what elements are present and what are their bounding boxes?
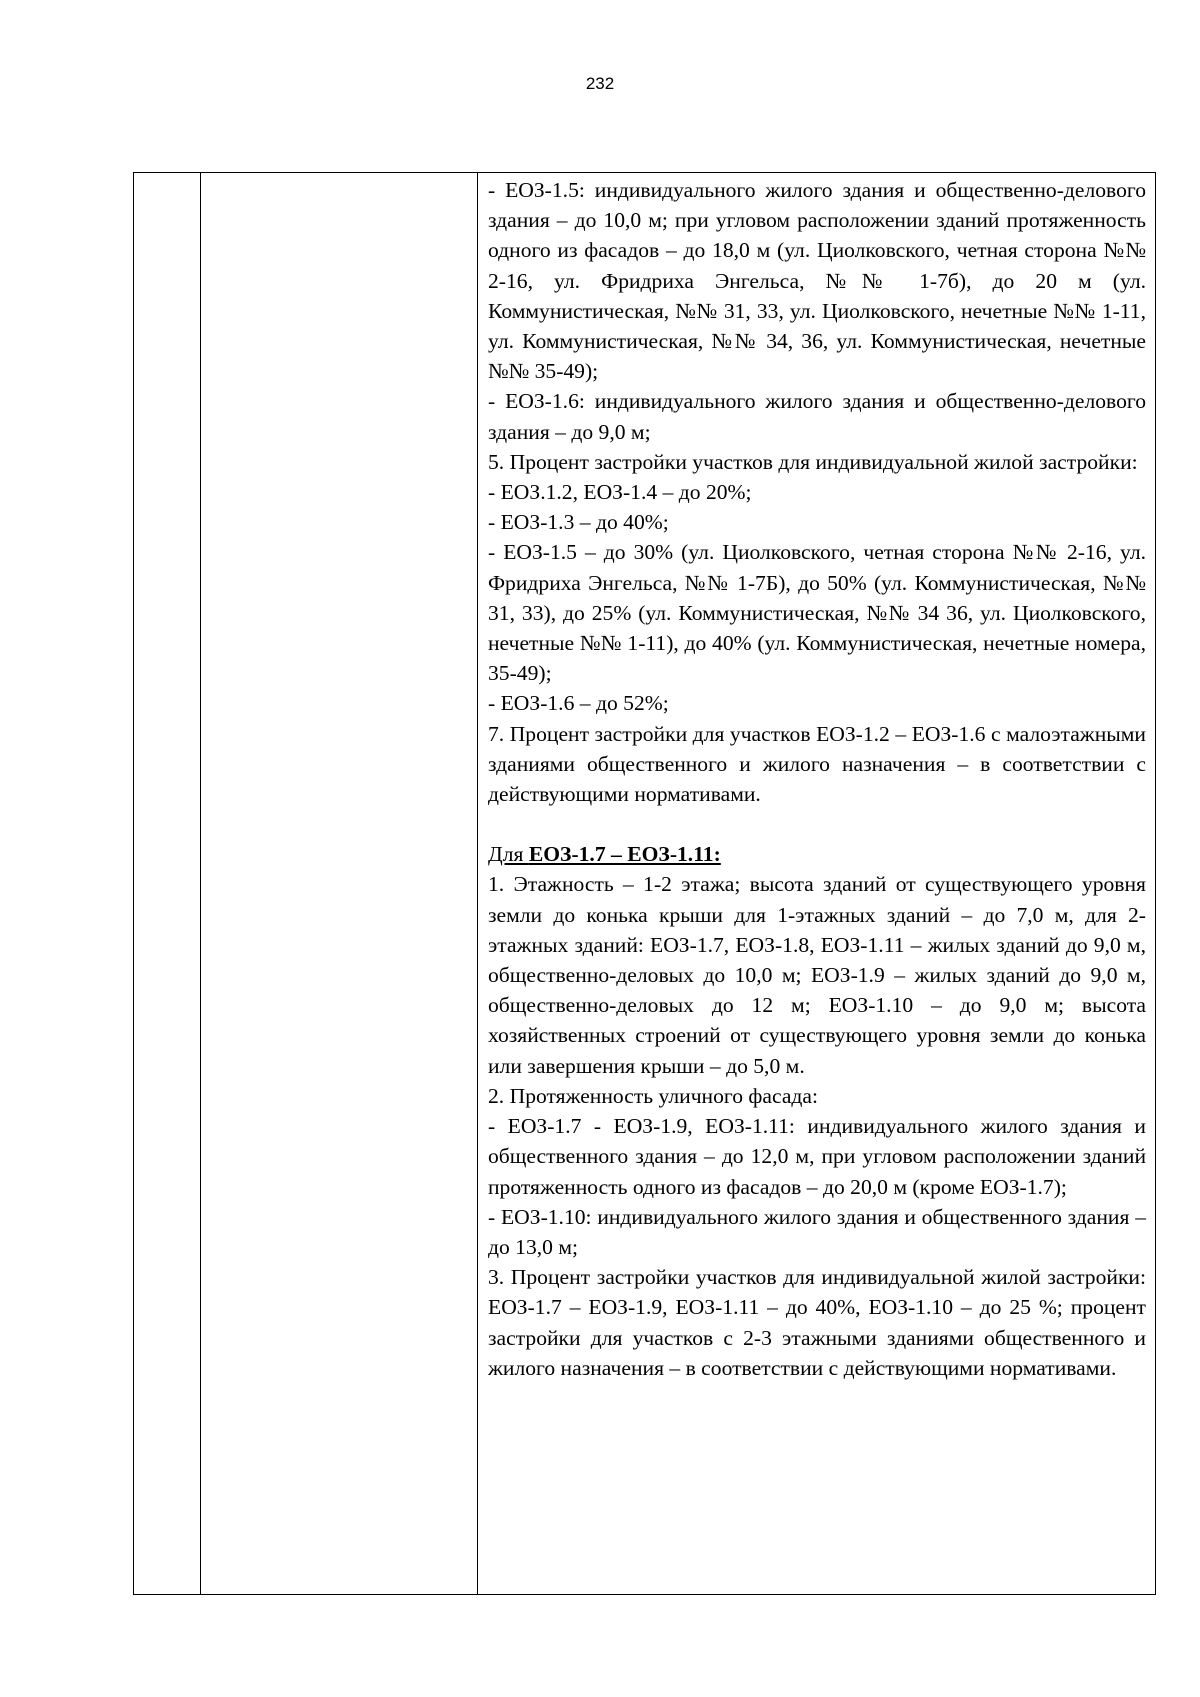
paragraph: - ЕОЗ-1.6 – до 52%; bbox=[488, 691, 669, 716]
paragraph: 2. Протяженность уличного фасада: bbox=[488, 1083, 819, 1108]
paragraph: - ЕОЗ-1.6: индивидуального жилого здания и общественно-делового здания – до 9,0 м; bbox=[488, 389, 1146, 444]
paragraph: - ЕОЗ.1.2, ЕОЗ-1.4 – до 20%; bbox=[488, 480, 752, 505]
column-divider-2 bbox=[477, 173, 478, 1594]
page-number: 232 bbox=[585, 74, 615, 93]
table-cell-regulations bbox=[488, 175, 1146, 1383]
paragraph: 3. Процент застройки участков для индивидуальной жилой застройки: ЕОЗ-1.7 – ЕОЗ-1.9, ЕОЗ-1.11 – до 40%, ЕОЗ-1.10 – до 25 %; процент застройки для участков с 2-3 этажными зданиями общественного и жилого назначения – в соответствии с действующими нормативами. bbox=[488, 1265, 1146, 1380]
section-heading-prefix: Для bbox=[488, 842, 529, 867]
column-divider-1 bbox=[200, 173, 201, 1594]
paragraph: 5. Процент застройки участков для индивидуальной жилой застройки: bbox=[488, 449, 1138, 474]
paragraph: 1. Этажность – 1-2 этажа; высота зданий от существующего уровня земли до конька крыши для 1-этажных зданий – до 7,0 м, для 2-этажных зданий: ЕОЗ-1.7, ЕОЗ-1.8, ЕОЗ-1.11 – жилых зданий до 9,0 м, общественно-деловых до 10,0 м; ЕОЗ-1.9 – жилых зданий до 9,0 м, общественно-деловых до 12 м; ЕОЗ-1.10 – до 9,0 м; высота хозяйственных строений от существующего уровня земли до конька или завершения крыши – до 5,0 м. bbox=[488, 872, 1146, 1078]
paragraph: - ЕОЗ-1.5 – до 30% (ул. Циолковского, четная сторона №№ 2-16, ул. Фридриха Энгельса, №№ 1-7Б), до 50% (ул. Коммунистическая, №№ 31, 33), до 25% (ул. Коммунистическая, №№ 34 36, ул. Циолковского, нечетные №№ 1-11), до 40% (ул. Коммунистическая, нечетные номера, 35-49); bbox=[488, 540, 1146, 686]
paragraph: - ЕОЗ-1.10: индивидуального жилого здания и общественного здания – до 13,0 м; bbox=[488, 1204, 1146, 1259]
blank-line bbox=[488, 809, 1146, 839]
paragraph: - ЕОЗ-1.3 – до 40%; bbox=[488, 510, 669, 535]
section-heading-zones: ЕОЗ-1.7 – ЕОЗ-1.11: bbox=[528, 842, 721, 867]
regulation-table bbox=[133, 172, 1156, 1595]
paragraph: 7. Процент застройки для участков ЕОЗ-1.2 – ЕОЗ-1.6 с малоэтажными зданиями общественного и жилого назначения – в соответствии с действующими нормативами. bbox=[488, 721, 1146, 807]
paragraph: - ЕОЗ-1.5: индивидуального жилого здания и общественно-делового здания – до 10,0 м; при угловом расположении зданий протяженность одного из фасадов – до 18,0 м (ул. Циолковского, четная сторона №№ 2-16, ул. Фридриха Энгельса, №№ 1-7б), до 20 м (ул. Коммунистическая, №№ 31, 33, ул. Циолковского, нечетные №№ 1-11, ул. Коммунистическая, №№ 34, 36, ул. Коммунистическая, нечетные №№ 35-49); bbox=[488, 178, 1146, 384]
paragraph: - ЕОЗ-1.7 - ЕОЗ-1.9, ЕОЗ-1.11: индивидуального жилого здания и общественного здания – до 12,0 м, при угловом расположении зданий протяженность одного из фасадов – до 20,0 м (кроме ЕОЗ-1.7); bbox=[488, 1114, 1146, 1199]
section-heading bbox=[488, 839, 1146, 869]
